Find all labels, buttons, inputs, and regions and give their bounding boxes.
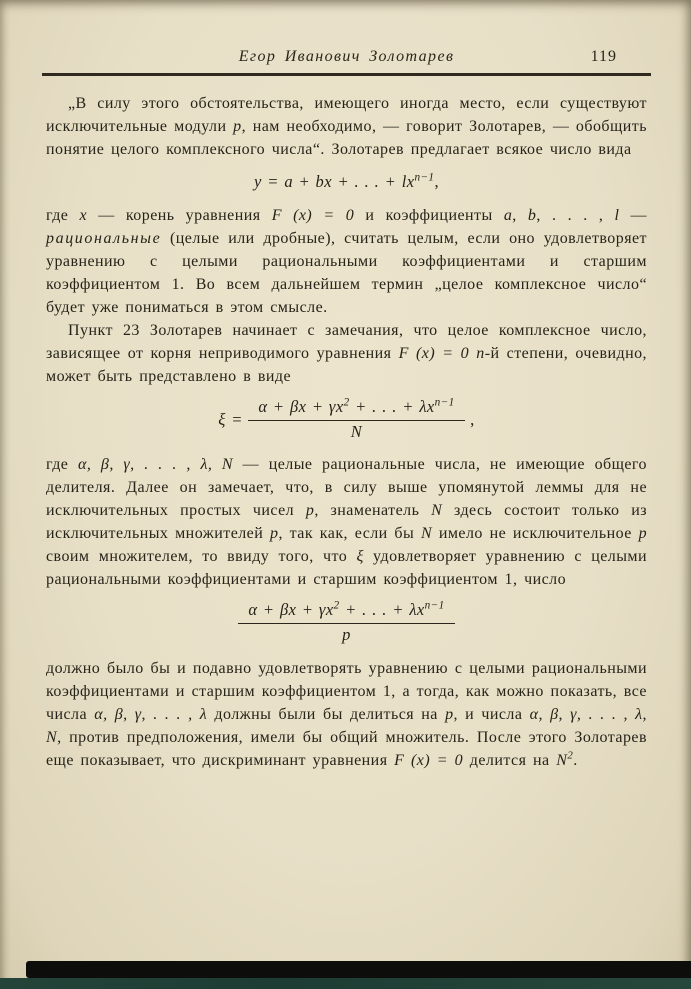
paragraph-4: где α, β, γ, . . . , λ, N — целые рациональные числа, не имеющие общего делителя. Далее он замечает, что, в силу выше упомянутой леммы для не исключительных простых чисел p, знаменатель N здесь состоит только из исключительных множителей p, так как, если бы N имело не исключительное p своим множителем, то ввиду того, что ξ удовлетворяет уравнению с целыми рациональными коэффициентами и старшим коэффициентом 1, число xyxy=(46,456,648,589)
formula-xi-lhs: ξ = xyxy=(218,410,249,430)
formula-xi-numerator: $\alpha + \beta x + \gamma x^2$ + . . . + $\lambda x^{n-1}$ xyxy=(248,397,464,421)
formula-y xyxy=(46,170,647,193)
formula-p-numerator: $\alpha + \beta x + \gamma x^2$ + . . . + $\lambda x^{n-1}$ xyxy=(238,600,454,624)
formula-xi xyxy=(46,397,647,442)
formula-y-expression: y = a + bx + . . . + $lx^{n-1}$, xyxy=(254,171,439,191)
running-title: Егор Иванович Золотарев xyxy=(238,48,455,65)
header-rule xyxy=(42,73,651,76)
paragraph-2: где x — корень уравнения F (x) = 0 и коэффициенты a, b, . . . , l — рациональные (целые или дробные), считать целым, если оно удовлетворяет уравнению с целыми рациональными коэффициентами и старшим коэффициентом 1. Во всем дальнейшем термин „целое комплексное число“ будет уже пониматься в этом смысле. xyxy=(46,207,648,316)
paragraph-1: „В силу этого обстоятельства, имеющего иногда место, если существуют исключительные модули p, нам необходимо, — говорит Золотарев, — обобщить понятие целого комплексного числа“. Золотарев предлагает всякое число вида xyxy=(46,95,647,158)
paragraph-5: должно было бы и подавно удовлетворять уравнению с целыми рациональными коэффициентами и старшим коэффициентом 1, а тогда, как можно показать, все числа α, β, γ, . . . , λ должны были бы делиться на p, и числа α, β, γ, . . . , λ, N, против предположения, имели бы общий множитель. После этого Золотарев еще показывает, что дискриминант уравнения F (x) = 0 делится на $N^2$. xyxy=(46,659,647,769)
formula-p xyxy=(46,600,647,645)
formula-xi-fraction xyxy=(248,397,464,442)
scan-artifact-bottom-edge xyxy=(0,978,691,989)
text-block xyxy=(46,92,647,772)
formula-p-fraction xyxy=(238,600,454,645)
scan-artifact-black-bar xyxy=(26,961,691,978)
formula-p-denominator: p xyxy=(342,624,351,644)
formula-xi-denominator: N xyxy=(350,421,363,441)
formula-xi-comma: , xyxy=(464,410,475,430)
page-header xyxy=(46,48,647,66)
paragraph-3: Пункт 23 Золотарев начинает с замечания, что целое комплексное число, зависящее от корня неприводимого уравнения F (x) = 0 n-й степени, очевидно, может быть представлено в виде xyxy=(46,322,648,385)
page-number: 119 xyxy=(590,48,617,65)
